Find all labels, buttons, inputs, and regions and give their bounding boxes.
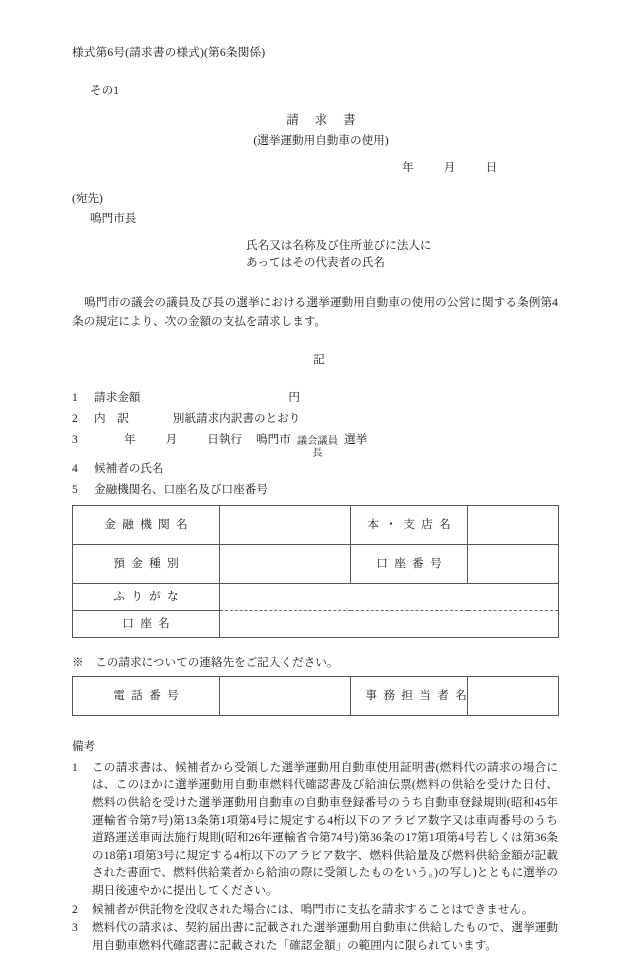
date-month-label: 月 xyxy=(443,161,456,175)
form-sub-number: その1 xyxy=(90,83,119,97)
remark-1-number: 1 xyxy=(72,760,78,774)
remarks-title: 備考 xyxy=(72,739,96,753)
date-day-label: 日 xyxy=(485,161,498,175)
label-furigana: ふりがな xyxy=(73,583,220,610)
input-financial-institution[interactable] xyxy=(220,505,351,544)
item-breakdown xyxy=(72,410,558,428)
ki-mark: 記 xyxy=(313,353,325,367)
label-phone-number: 電話番号 xyxy=(73,676,220,715)
input-account-name[interactable] xyxy=(220,610,559,637)
input-deposit-type[interactable] xyxy=(220,544,351,583)
table-row-furigana xyxy=(73,583,559,610)
label-financial-institution: 金融機関名 xyxy=(73,505,220,544)
claimant-line-2: あってはその代表者の氏名 xyxy=(246,256,386,270)
remark-3-number: 3 xyxy=(72,921,78,935)
date-year-label: 年 xyxy=(402,161,414,175)
label-deposit-type: 預金種別 xyxy=(73,544,220,583)
addressee-name: 鳴門市長 xyxy=(90,212,137,226)
intro-line-1: 鳴門市の議会の議員及び長の選挙における選挙運動用自動車の使用の公営に関する条例 xyxy=(84,295,541,309)
remark-1-text: この請求書は、候補者から受領した選挙運動用自動車使用証明書(燃料代の請求の場合には、このほかに選挙運動用自動車燃料代確認書及び給油伝票(燃料の供給を受けた日付、燃料の供給を受けた選挙運動用自動車の自動車登録番号のうち自動車登録規則(昭和45年運輸省令第7号)第13条第1項第4号に規定する4桁以下のアラビア数字又は車両番号のうち道路運送車両法施行規則(昭和26年運輸省令第74号)第36条の17第1項第4号若しくは第36条の18第1項第3号に規定する4桁以下のアラビア数字、燃料供給量及び燃料供給金額が記載された書面で、燃料供給業者から給油の際に受領したものをいう。)の写し)とともに選挙の期日後速やかに提出してください。 xyxy=(92,760,558,898)
item-bank-info xyxy=(72,481,558,499)
form-number: 様式第6号(請求書の様式)(第6条関係) xyxy=(72,46,266,59)
remark-item-1 xyxy=(72,759,558,900)
claimant-line-1: 氏名又は名称及び住所並びに法人に xyxy=(246,239,432,253)
remarks-section xyxy=(72,738,558,954)
contact-table xyxy=(72,676,559,716)
item-3-day-exec-label: 日執行 xyxy=(207,433,243,447)
item-election-date xyxy=(72,431,558,458)
item-3-office-assembly: 議会議員 xyxy=(296,436,338,448)
item-3-office-choice xyxy=(297,437,338,459)
label-branch-name: 本・支店名 xyxy=(351,505,468,544)
date-line xyxy=(72,159,558,177)
item-4-label: 候補者の氏名 xyxy=(94,461,164,475)
contact-note: ※ この請求についての連絡先をご記入ください。 xyxy=(72,655,339,669)
remark-item-2 xyxy=(72,901,558,919)
table-row-account-name xyxy=(73,610,559,637)
intro-paragraph xyxy=(72,294,558,332)
remark-item-3 xyxy=(72,919,558,954)
addressee-label: (宛先) xyxy=(72,192,103,206)
item-5-number: 5 xyxy=(72,482,78,496)
input-furigana[interactable] xyxy=(220,583,559,610)
bank-account-table xyxy=(72,505,559,638)
item-1-label: 請求金額 xyxy=(94,391,141,405)
item-3-city: 鳴門市 xyxy=(256,433,291,447)
label-account-number: 口座番号 xyxy=(351,544,468,583)
item-5-label: 金融機関名、口座名及び口座番号 xyxy=(94,482,268,496)
remark-2-text: 候補者が供託物を没収された場合には、鳴門市に支払を請求することはできません。 xyxy=(92,902,534,916)
item-3-month-label: 月 xyxy=(165,433,178,447)
item-4-number: 4 xyxy=(72,461,78,475)
item-claim-amount xyxy=(72,389,558,407)
document-subtitle: (選挙運動用自動車の使用) xyxy=(253,134,389,148)
claimant-signature-block xyxy=(72,237,558,272)
item-3-number: 3 xyxy=(72,433,78,447)
input-phone-number[interactable] xyxy=(220,676,351,715)
table-row-account-type xyxy=(73,544,559,583)
item-1-number: 1 xyxy=(72,391,78,405)
item-3-election-label: 選挙 xyxy=(344,433,368,447)
remark-3-text: 燃料代の請求は、契約届出書に記載された選挙運動用自動車に供給したもので、選挙運動用自動車燃料代確認書に記載された「確認金額」の範囲内に限られています。 xyxy=(92,921,558,952)
input-branch-name[interactable] xyxy=(468,505,559,544)
input-account-number[interactable] xyxy=(468,544,559,583)
table-row-institution xyxy=(73,505,559,544)
remark-2-number: 2 xyxy=(72,902,78,916)
numbered-items xyxy=(72,389,558,498)
input-staff-name[interactable] xyxy=(468,676,559,715)
item-3-office-mayor: 長 xyxy=(312,447,323,459)
item-3-year-label: 年 xyxy=(124,433,136,447)
item-1-unit: 円 xyxy=(288,391,300,405)
label-staff-name: 事務担当者名 xyxy=(351,676,468,715)
table-row-contact xyxy=(73,676,559,715)
item-2-number: 2 xyxy=(72,412,78,426)
item-2-value: 別紙請求内訳書のとおり xyxy=(172,412,301,426)
item-2-label: 内 訳 xyxy=(94,412,129,426)
intro-line-2: 第4条の規定により、次の金額の支払を請求します。 xyxy=(72,295,558,328)
label-account-name: 口座名 xyxy=(73,610,220,637)
document-title: 請求書 xyxy=(286,112,372,127)
item-candidate-name xyxy=(72,460,558,478)
